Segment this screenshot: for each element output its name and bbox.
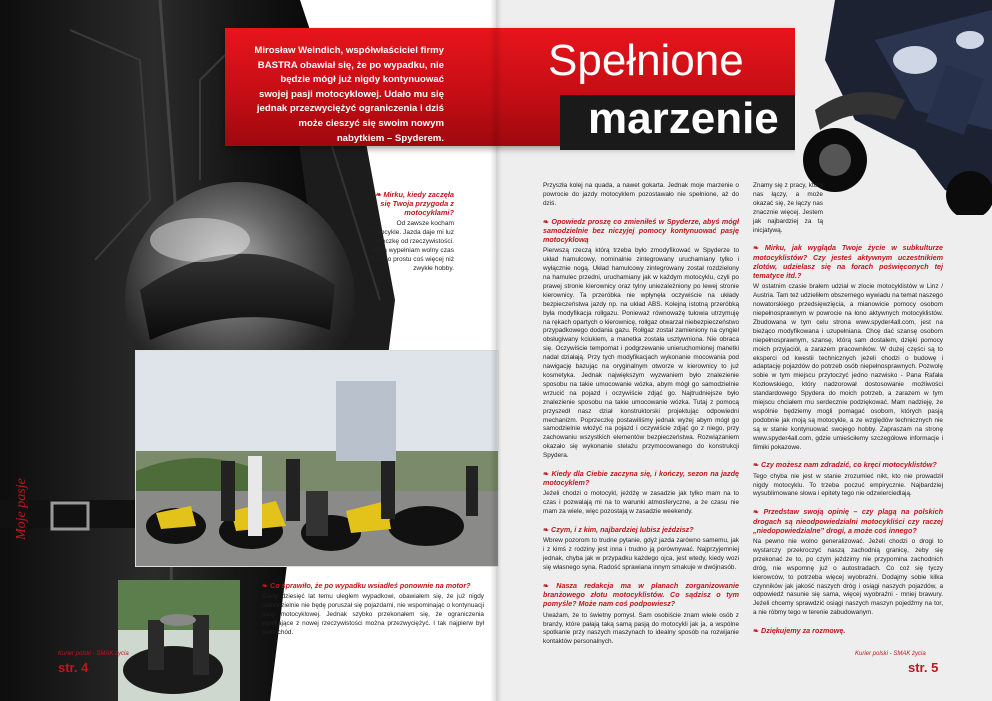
col1-answer-2: Jeżeli chodzi o motocykl, jeżdżę w zasadzie jak tylko mam na to czas i pozwalają mi na to warunki atmosferyczne, a że czasu nie mam za wiele, więc pozostają w zasadzie weekendy. xyxy=(543,490,739,516)
side-qa xyxy=(368,190,454,273)
riders-small-photo xyxy=(118,580,240,701)
bullet-icon: ❧ xyxy=(753,507,764,517)
col1-question-1 xyxy=(543,217,739,245)
col1-answer-1: Pierwszą rzeczą którą trzeba było zmodyfikować w Spyderze to układ hamulcowy, nominalnie zintegrowany uruchamiany tylko i wyłącznie nogą. Układ hamulcowy zintegrowany został rozdzielony na hamulec przedni, uruchamiany jak w każdym motocyklu, czyli po prawej stronie kierownicy oraz tylny uniezależniony po lewej stronie kierownicy. Ta przeróbka nie wpłynęła oczywiście na układy bezpieczeństwa jazdy np. na układ ABS. Kolejną istotną przeróbką była modyfikacja rolłgazu. Ponieważ równoważę tułowia utrzymuję na rękach opartych o kierownicę, rolłgaz otwarzał niebezpieczeństwo przypadkowego dodania gazu. Rolłgaz został zamieniony na cyngiel obsługiwany kciukiem, a manetka została usztywniona. Nie obraca się. Oczywiście tempomat i podgrzewanie unieruchomionej manetki nadal działają. Przy tych modyfikacjach wykonanie mocowania pod nawigację bazując na oryginalnym otworze w kierownicy to już kosmetyka. Jednak największym wyzwaniem było znalezienie sposobu na takie umocowanie wózka, abym mógł go samodzielnie wrzucić na pojazd i oczywiście zdjąć go. Najtrudniejsze było znalezienie sposobu na takie umocowanie wózka. Tutaj z pomocą przyszedł nasz dział konstruktorski projektując odpowiedni mechanizm. Poprzeczkę postawiliśmy jednak wyżej abym mógł go samodzielnie włożyć na pojazd i oczywiście zdjąć go z niego, przy zachowaniu wszystkich elementów bezpieczeństwa. Rozwiązaniem okazało się wykonanie stelażu przymocowanego do konstrukcji Spydera. xyxy=(543,247,739,460)
col2-closing-text: Dziękujemy za rozmowę. xyxy=(761,626,846,636)
section-label-vertical: Moje pasje xyxy=(14,478,29,540)
bullet-icon: ❧ xyxy=(262,581,271,590)
bullet-icon: ❧ xyxy=(375,190,384,199)
col2-answer-2: Tego chyba nie jest w stanie zrozumieć nikt, kto nie prowadził nigdy motocyklu. To trzeba poczuć empirycznie. Najbardziej wysublimowane słowa i epitety tego nie odzwierciedlają. xyxy=(753,472,943,498)
col2-question-3-text: Przedstaw swoją opinię – czy plagą na polskich drogach są nieodpowiedzialni motocykliści czy raczej „niedopowiedzialne” drogi, a może coś innego? xyxy=(753,507,943,535)
col2-question-1 xyxy=(753,243,943,280)
col1-question-1-text: Opowiedz proszę co zmieniłeś w Spyderze, abyś mógł samodzielnie bez niczyjej pomocy kontynuować pasję motocyklową xyxy=(543,216,739,245)
col2-question-4 xyxy=(753,626,943,635)
col1-question-3 xyxy=(543,525,739,534)
left-bottom-column xyxy=(262,581,484,642)
left-bottom-answer: Kiedy dziesięć lat temu uległem wypadkowi, obawiałem się, że już nigdy samodzielnie nie będę poruszał się pojazdami, nie wspominając o kontynuacji pasji motocyklowej. Jednak szybko przekonałem się, że ograniczenia wynikające z nowej rzeczywistości można przezwyciężyć. I tak najpierw był samochód. xyxy=(262,593,484,636)
page-number-left: str. 4 xyxy=(58,660,89,675)
left-bottom-question xyxy=(262,581,484,590)
left-bottom-question-text: Co sprawiło, że po wypadku wsiadłeś ponownie na motor? xyxy=(270,581,471,590)
col2-paragraph: Znamy się z pracy, która nas łączy, a może okazać się, że łączy nas znacznie więcej. Jestem jak najbardziej za tą inicjatywą. xyxy=(753,182,823,234)
col2-question-1-text: Mirku, jak wygląda Twoje życie w subkulturze motocyklistów? Czy jesteś aktywnym uczestnikiem zlotów, udzielasz się na forach poświęconych tej tematyce itd.? xyxy=(753,243,943,281)
col1-question-3-text: Czym, i z kim, najbardziej lubisz jeździsz? xyxy=(551,525,694,535)
title-line-2: marzenie xyxy=(588,94,779,143)
footer-magazine-right: Kurier polski - SMAK życia xyxy=(855,651,926,657)
col1-question-2-text: Kiedy dla Ciebie zaczyna się, i kończy, sezon na jazdę motocyklem? xyxy=(543,469,739,488)
col1-answer-3: Wbrew pozorom to trudne pytanie, gdyż jazda zarówno samemu, jak i z kimś z rodziny jest inna i trudno ją porównywać. Najprzyjemniej jednak, chyba jak w przypadku każdego ojca, jest wtedy, kiedy wozi się własnego syna. Radość sprawiana innym smakuje w dwójnasób. xyxy=(543,537,739,572)
side-answer: Od zawsze kocham motocykle. Jazda daje mi luz i ucieczkę od rzeczywistości. Jazdą wypełniam wolny czas - to po prostu coś więcej niż zwykłe hobby. xyxy=(369,220,454,272)
col2-question-2 xyxy=(753,460,943,469)
footer-magazine-left: Kurier polski - SMAK życia xyxy=(58,651,129,657)
bullet-icon: ❧ xyxy=(543,581,557,591)
col2-answer-3: Na pewno nie wolno generalizować. Jeżeli chodzi o drogi to wystarczy przekroczyć naszą zachodnią granicę, żeby się przekonać że to, po czym jeździmy nie przypomina zachodnich dróg, nie wspomnę już o autostradach. Co coż się tyczy kierowców, to potrzeba więcej wyobraźni. Dodajmy sobie kilka czynników jak jakość naszych dróg i osiągi naszych pojazdów, a odpowiedź nasunie się sama, więcej wyobraźni - mniej brawury. Jeżeli chcemy sprawdzić osiągi naszych maszyn pojedźmy na tor, a nie róbmy tego w terenie zabudowanym. xyxy=(753,538,943,617)
col1-question-2 xyxy=(543,469,739,487)
col2-question-3 xyxy=(753,507,943,535)
riders-group-photo xyxy=(135,350,499,567)
bullet-icon: ❧ xyxy=(753,460,762,470)
side-question-text: Mirku, kiedy zaczęła się Twoja przygoda z motocyklami? xyxy=(380,190,454,217)
col1-paragraph: Przyszła kolej na quada, a nawet gokarta. Jednak moje marzenie o powrocie do jazdy motocyklem pozostawało nie spełnione, aż do dziś. xyxy=(543,182,739,207)
bullet-icon: ❧ xyxy=(543,216,552,226)
col2-question-2-text: Czy możesz nam zdradzić, co kręci motocyklistów? xyxy=(761,460,937,470)
right-column-2 xyxy=(753,182,943,638)
col1-question-4 xyxy=(543,581,739,609)
bullet-icon: ❧ xyxy=(753,626,762,636)
side-question xyxy=(368,190,454,217)
page-gutter xyxy=(490,0,502,701)
col1-question-4-text: Nasza redakcja ma w planach zorganizowanie branżowego złotu motocyklistów. Co sądzisz o tym pomyśle? Może nam coś podpowiesz? xyxy=(543,581,739,609)
right-column-1 xyxy=(543,182,739,651)
title-line-1: Spełnione xyxy=(548,36,744,85)
intro-lead: Mirosław Weindich, współwłaściciel firmy BASTRA obawiał się, że po wypadku, nie będzie mógł już nigdy kontynuować swojej pasji motocyklowej. Udało mu się jednak przezwyciężyć ograniczenia i dziś może cieszyć się swoim nowym nabytkiem – Spyderem. xyxy=(254,45,444,144)
bullet-icon: ❧ xyxy=(543,469,552,479)
bullet-icon: ❧ xyxy=(543,525,552,535)
page-number-right: str. 5 xyxy=(908,660,939,675)
col1-answer-4: Uważam, że to świetny pomysł. Sam osobiście znam wiele osób z branży, które pałają taką samą pasją do motocykli jak ja, a wspólne spotkanie przy naszych maszynach to idealny sposób na rozwijanie kontaktów personalnych. xyxy=(543,611,739,646)
bullet-icon: ❧ xyxy=(753,243,765,253)
col2-answer-1: W ostatnim czasie brałem udział w zlocie motocyklistów w Linz / Austria. Tam też udzieliłem obszernego wywiadu na temat naszego nowatorskiego przedsięwzięcia, a mianowicie pomocy osobom niepełnosprawnym w powrocie na łono aktywnych motocyklistów. Zbudowana w tym celu strona www.spyder4all.com, jest na bieżąco modyfikowana i uzupełniana. Chcę dać szansę osobom niepełnosprawnym, szansę, którą sam dostałem, dzięki pomocy moich przyjaciół, a zarazem pracowników. W dużej części są to eksperci od kwestii technicznych jeżeli chodzi o budowę i adaptację pojazdów do potrzeb osób niepełnosprawnych. Pozwolę sobie w tym miejscu przytoczyć jedno nazwisko - Pana Rafała Kozłowskiego, który nadzorował dostosowanie możliwości standardowego Spydera do moich potrzeb, a zarazem w tym miejscu chciałem mu serdecznie podziękować. Mam nadzieję, że wspólnie będziemy mogli pomagać osobom, których pasją podobnie jak moją są motocykle, a ze względów technicznych nie są w stanie kontynuować swojego hobby. Zapraszam na stronę www.spyder4all.com, gdzie umieściłemy szczegółowe informacje i filmiki pokazowe. xyxy=(753,283,943,451)
